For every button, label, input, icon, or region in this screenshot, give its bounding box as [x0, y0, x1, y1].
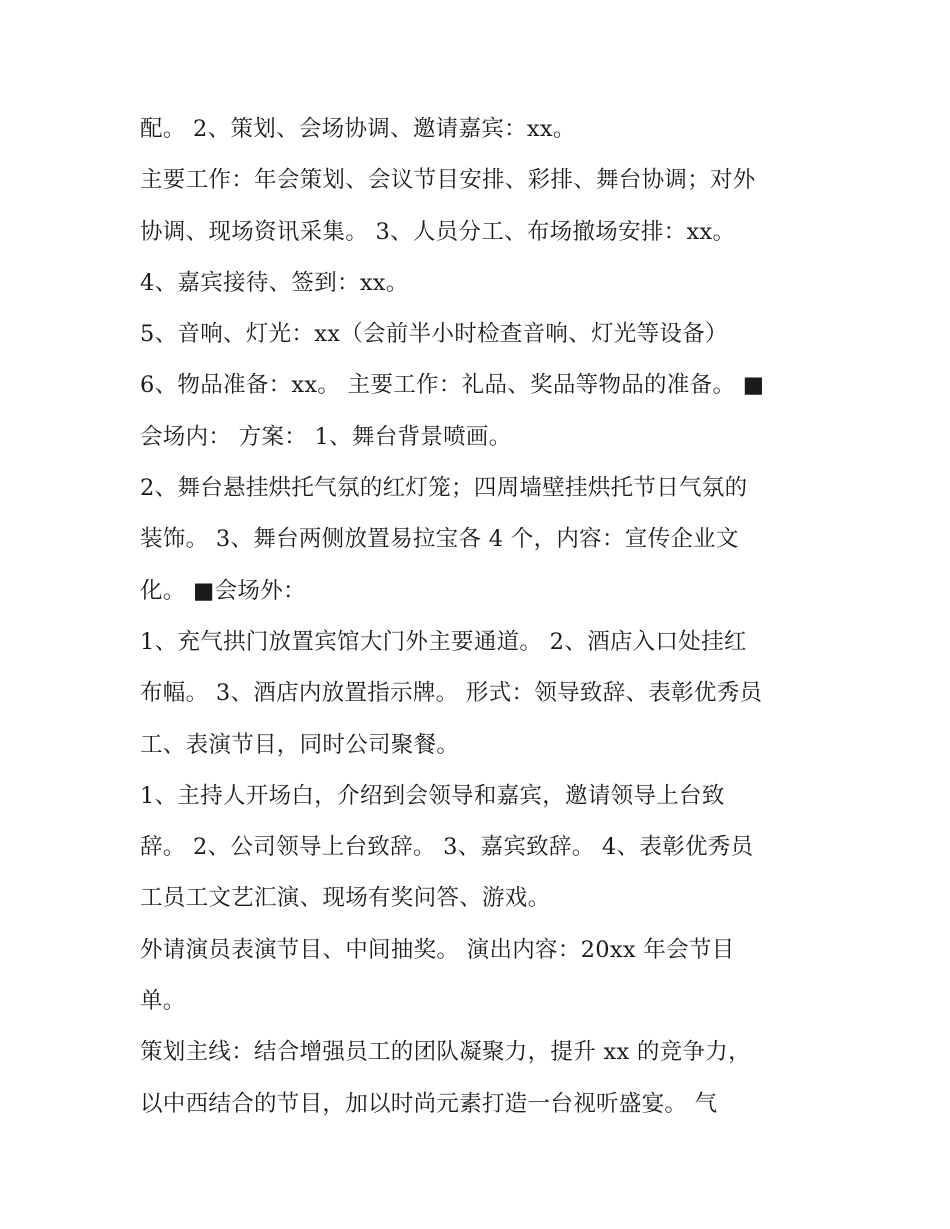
text-line: 会场内： 方案： 1、舞台背景喷画。 — [140, 423, 512, 450]
text-line: 装饰。 3、舞台两侧放置易拉宝各 4 个，内容：宣传企业文 — [140, 526, 739, 553]
text-line: 辞。 2、公司领导上台致辞。 3、嘉宾致辞。 4、表彰优秀员 — [140, 834, 754, 861]
text-line: 4、嘉宾接待、签到：xx。 — [140, 269, 409, 296]
text-line: 工、表演节目，同时公司聚餐。 — [140, 731, 460, 758]
text-line: 1、充气拱门放置宾馆大门外主要通道。 2、酒店入口处挂红 — [140, 628, 747, 655]
text-line: 协调、现场资讯采集。 3、人员分工、布场撤场安排：xx。 — [140, 218, 736, 245]
text-line: 5、音响、灯光：xx（会前半小时检查音响、灯光等设备） — [140, 321, 728, 348]
text-line: 工员工文艺汇演、现场有奖问答、游戏。 — [140, 885, 551, 912]
text-line: 化。 ■会场外： — [140, 577, 306, 604]
text-line: 主要工作：年会策划、会议节目安排、彩排、舞台协调；对外 — [140, 167, 756, 194]
text-line: 6、物品准备：xx。 主要工作：礼品、奖品等物品的准备。 ■ — [140, 372, 765, 399]
text-line: 1、主持人开场白，介绍到会领导和嘉宾，邀请领导上台致 — [140, 782, 725, 809]
text-line: 布幅。 3、酒店内放置指示牌。 形式：领导致辞、表彰优秀员 — [140, 680, 763, 707]
text-line: 以中西结合的节目，加以时尚元素打造一台视听盛宴。 气 — [140, 1090, 718, 1117]
text-line: 策划主线：结合增强员工的团队凝聚力，提升 xx 的竞争力， — [140, 1039, 751, 1066]
text-line: 外请演员表演节目、中间抽奖。 演出内容：20xx 年会节目 — [140, 936, 735, 963]
document-body — [140, 104, 820, 1130]
text-line: 2、舞台悬挂烘托气氛的红灯笼；四周墙壁挂烘托节日气氛的 — [140, 475, 748, 502]
text-line: 单。 — [140, 988, 186, 1015]
text-line: 配。 2、策划、会场协调、邀请嘉宾：xx。 — [140, 116, 576, 142]
